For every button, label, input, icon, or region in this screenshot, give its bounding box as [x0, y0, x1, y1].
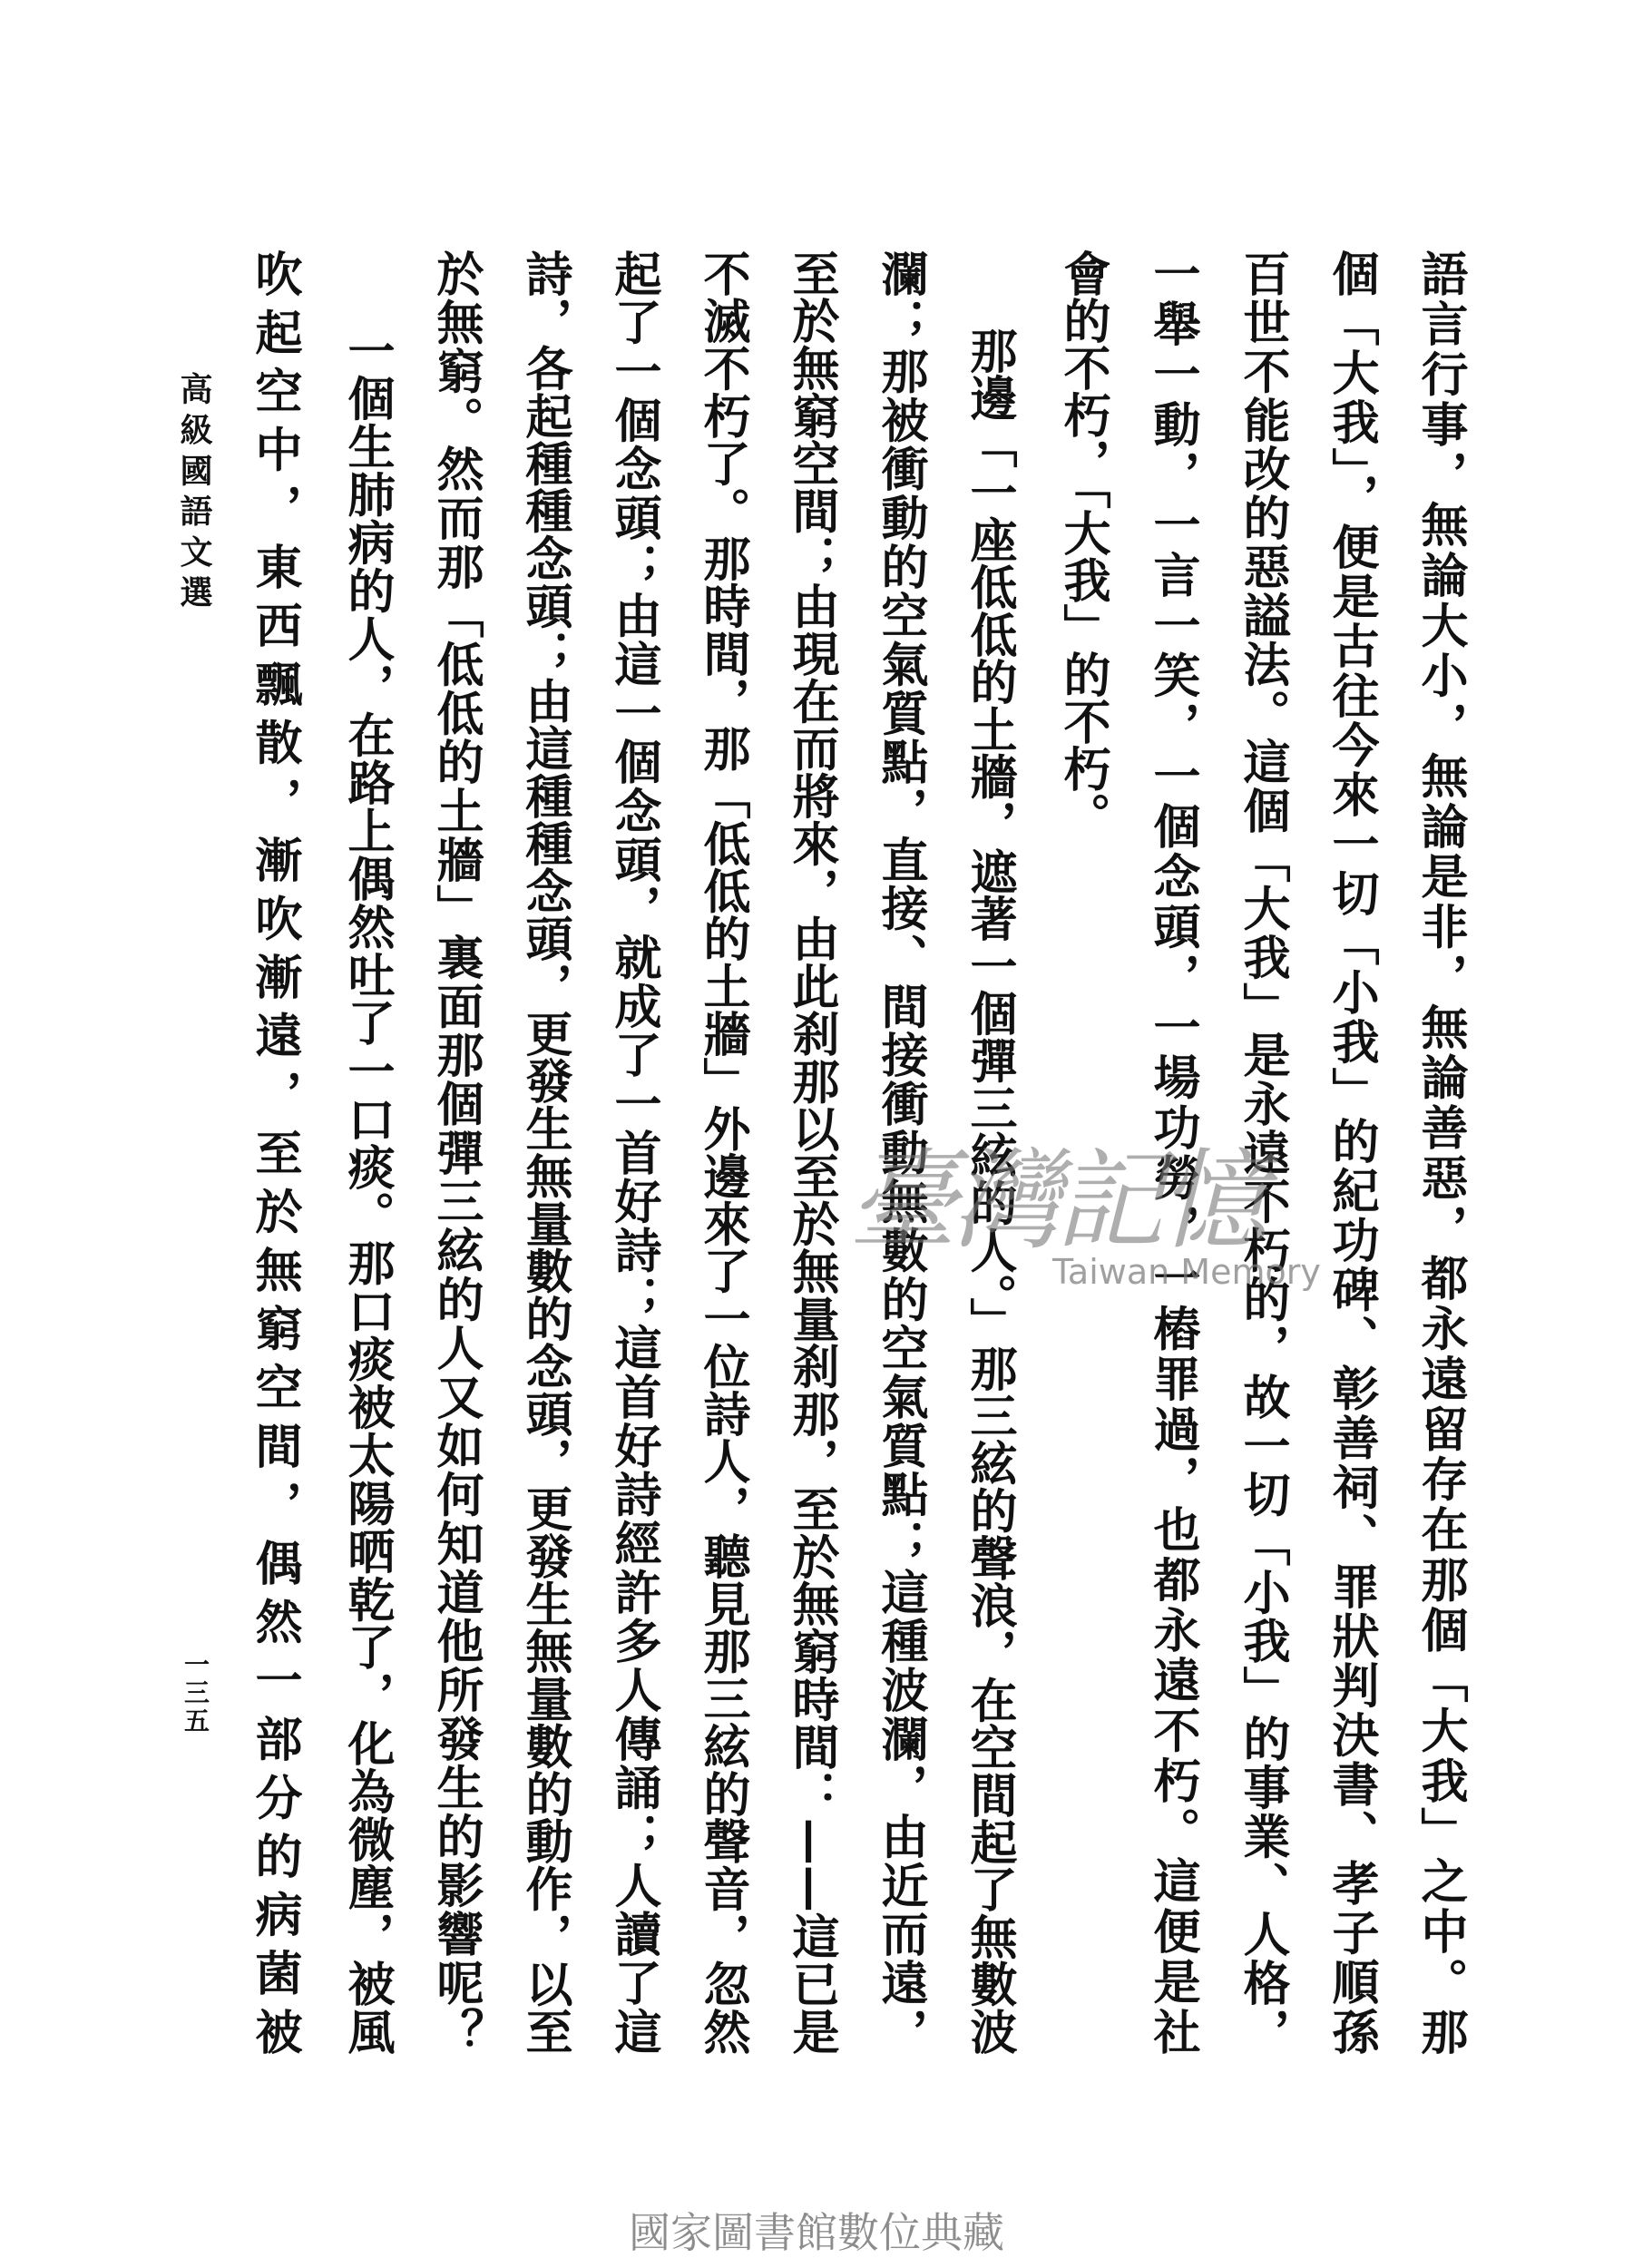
page-number: 一三五: [181, 1651, 210, 1733]
text-column: 不滅不朽了。那時間，那「低低的土牆」外邊來了一位詩人，聽見那三絃的聲音，忽然: [695, 249, 750, 2055]
text-column: 那邊「一座低低的土牆，遮著一個彈三絃的人。」那三絃的聲浪，在空間起了無數波: [962, 327, 1017, 2055]
text-column: 於無窮。然而那「低低的土牆」裏面那個彈三絃的人又如何知道他所發生的影響呢？: [428, 249, 484, 2055]
text-column: 詩，各起種種念頭；由這種種念頭，更發生無量數的念頭，更發生無量數的動作，以至: [517, 249, 572, 2055]
text-column: 個「大我」，便是古往今來一切「小我」的紀功碑、彰善祠、罪狀判決書、孝子順孫: [1324, 249, 1379, 2055]
text-column: 吹起空中，東西飄散，漸吹漸遠，至於無窮空間，偶然一部分的病菌被: [247, 249, 302, 2055]
text-column: 會的不朽，「大我」的不朽。: [1055, 249, 1110, 839]
watermark-english: Taiwan Memory: [1052, 1252, 1321, 1292]
text-column: 起了一個念頭；由這一個念頭，就成了一首好詩；這首好詩經許多人傳誦；人讀了這: [606, 249, 661, 2055]
book-title: 高級國語文選: [175, 372, 213, 608]
text-column: 瀾；那被衝動的空氣質點，直接、間接衝動無數的空氣質點；這種波瀾，由近而遠，: [873, 249, 928, 2055]
watermark-chars: 臺灣記憶: [848, 1139, 1262, 1265]
text-column: 語言行事，無論大小，無論是非，無論善惡，都永遠留存在那個「大我」之中。那: [1413, 249, 1468, 2055]
text-column: 一舉一動，一言一笑，一個念頭，一場功勞，一樁罪過，也都永遠不朽。這便是社: [1145, 249, 1200, 2055]
text-column: 一個生肺病的人，在路上偶然吐了一口痰。那口痰被太陽晒乾了，化為微塵，被風: [339, 327, 395, 2055]
text-column: 至於無窮空間；由現在而將來，由此刹那以至於無量刹那，至於無窮時間：——這已是: [784, 249, 839, 2055]
footer-credit: 國家圖書館數位典藏: [629, 2208, 1004, 2257]
text-column: 百世不能改的惡謚法。這個「大我」是永遠不朽的，故一切「小我」的事業、人格，: [1235, 249, 1290, 2055]
